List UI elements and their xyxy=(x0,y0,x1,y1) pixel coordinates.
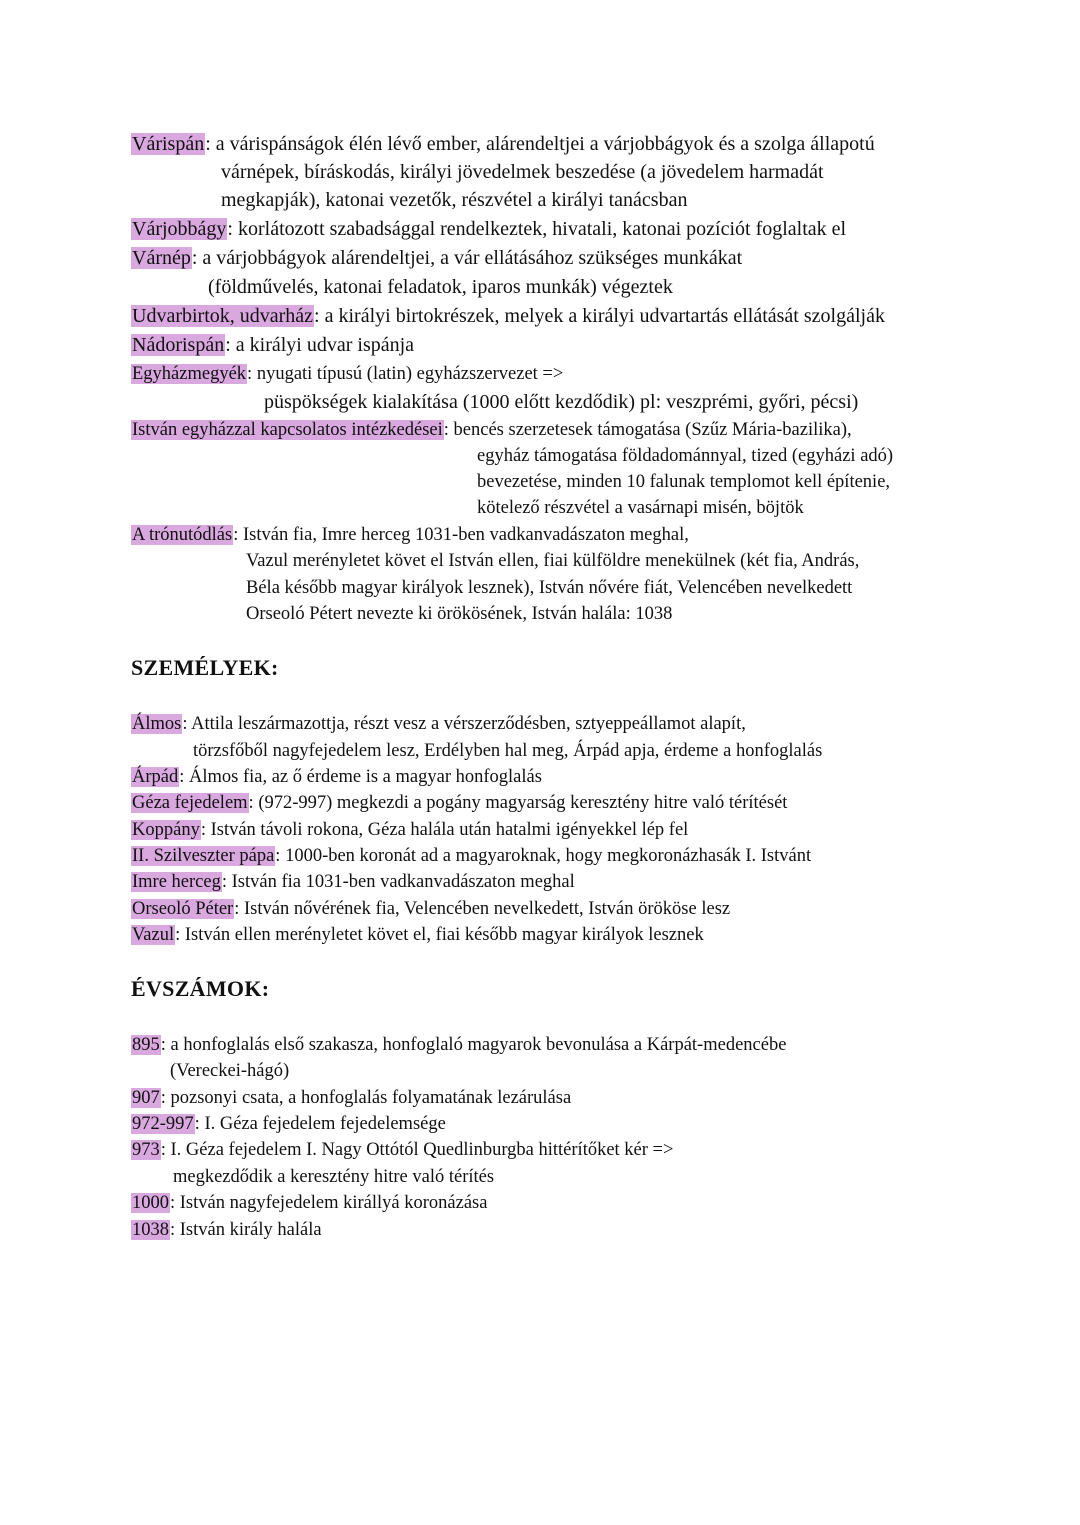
person-entry: Orseoló Péter: István nővérének fia, Velencében nevelkedett, István örököse lesz xyxy=(132,899,731,919)
person-entry: Imre herceg: István fia 1031-ben vadkanvadászaton meghal xyxy=(132,872,575,892)
person-entry: II. Szilveszter pápa: 1000-ben koronát ad a magyaroknak, hogy megkoronázhasák I. Istvánt xyxy=(132,846,812,866)
term-highlight: 907 xyxy=(132,1088,160,1108)
definition-entry: Várjobbágy: korlátozott szabadsággal rendelkeztek, hivatali, katonai pozíciót foglaltak el xyxy=(132,218,847,240)
date-text: I. Géza fejedelem I. Nagy Ottótól Quedlinburgba hittérítőket kér => xyxy=(170,1140,674,1160)
date-continuation: (Vereckei-hágó) xyxy=(170,1061,290,1081)
date-entry: 1000: István nagyfejedelem királlyá koronázása xyxy=(132,1193,488,1213)
definition-continuation: bevezetése, minden 10 falunak templomot kell építenie, xyxy=(477,472,891,492)
definition-entry: Nádorispán: a királyi udvar ispánja xyxy=(132,334,415,356)
term-highlight: 1038 xyxy=(132,1220,169,1240)
person-entry: Koppány: István távoli rokona, Géza halála után hatalmi igényekkel lép fel xyxy=(132,820,689,840)
term-highlight: 973 xyxy=(132,1140,160,1160)
term-highlight: II. Szilveszter pápa xyxy=(132,846,275,866)
definition-entry: István egyházzal kapcsolatos intézkedései: bencés szerzetesek támogatása (Szűz Mária-bazilika), xyxy=(132,420,852,440)
person-continuation: törzsfőből nagyfejedelem lesz, Erdélyben hal meg, Árpád apja, érdeme a honfoglalás xyxy=(193,741,823,761)
definition-text: a várispánságok élén lévő ember, alárendeltjei a várjobbágyok és a szolga állapotú xyxy=(215,133,875,155)
term-highlight: 972-997 xyxy=(132,1114,194,1134)
term-highlight: Várjobbágy xyxy=(132,218,227,240)
term-highlight: Várnép xyxy=(132,247,191,269)
date-text: I. Géza fejedelem fejedelemsége xyxy=(204,1114,446,1134)
date-text: pozsonyi csata, a honfoglalás folyamatának lezárulása xyxy=(170,1088,572,1108)
term-highlight: István egyházzal kapcsolatos intézkedései xyxy=(132,420,443,440)
definition-text: nyugati típusú (latin) egyházszervezet => xyxy=(256,364,564,384)
definition-continuation: egyház támogatása földadománnyal, tized (egyházi adó) xyxy=(477,446,894,466)
term-highlight: Nádorispán xyxy=(132,334,225,356)
definition-continuation: megkapják), katonai vezetők, részvétel a királyi tanácsban xyxy=(221,189,688,211)
term-highlight: A trónutódlás xyxy=(132,525,233,545)
definition-entry: Várispán: a várispánságok élén lévő ember, alárendeltjei a várjobbágyok és a szolga állapotú xyxy=(132,133,875,155)
person-entry: Géza fejedelem: (972-997) megkezdi a pogány magyarság keresztény hitre való térítését xyxy=(132,793,788,813)
date-entry: 973: I. Géza fejedelem I. Nagy Ottótól Quedlinburgba hittérítőket kér => xyxy=(132,1140,674,1160)
person-text: István fia 1031-ben vadkanvadászaton meghal xyxy=(231,872,575,892)
definition-entry: Udvarbirtok, udvarház: a királyi birtokrészek, melyek a királyi udvartartás ellátását szolgálják xyxy=(132,305,885,327)
person-text: István nővérének fia, Velencében nevelkedett, István örököse lesz xyxy=(243,899,731,919)
date-continuation: megkezdődik a keresztény hitre való térítés xyxy=(173,1167,495,1187)
definition-continuation: (földművelés, katonai feladatok, iparos munkák) végeztek xyxy=(208,276,673,298)
person-text: Álmos fia, az ő érdeme is a magyar honfoglalás xyxy=(189,767,542,787)
definition-entry: A trónutódlás: István fia, Imre herceg 1031-ben vadkanvadászaton meghal, xyxy=(132,525,689,545)
term-highlight: Imre herceg xyxy=(132,872,221,892)
definition-continuation: püspökségek kialakítása (1000 előtt kezdődik) pl: veszprémi, győri, pécsi) xyxy=(264,391,859,413)
date-entry: 972-997: I. Géza fejedelem fejedelemsége xyxy=(132,1114,446,1134)
section-heading-dates: ÉVSZÁMOK: xyxy=(131,976,270,1001)
definition-continuation: kötelező részvétel a vasárnapi misén, böjtök xyxy=(477,498,804,518)
person-text: (972-997) megkezdi a pogány magyarság keresztény hitre való térítését xyxy=(258,793,788,813)
term-highlight: 1000 xyxy=(132,1193,169,1213)
date-text: István nagyfejedelem királlyá koronázása xyxy=(179,1193,488,1213)
definition-text: a várjobbágyok alárendeltjei, a vár ellátásához szükséges munkákat xyxy=(202,247,743,269)
date-entry: 895: a honfoglalás első szakasza, honfoglaló magyarok bevonulása a Kárpát-medencébe xyxy=(132,1035,787,1055)
definition-text: korlátozott szabadsággal rendelkeztek, hivatali, katonai pozíciót foglaltak el xyxy=(237,218,847,240)
definition-text: a királyi birtokrészek, melyek a királyi udvartartás ellátását szolgálják xyxy=(324,305,885,327)
definition-continuation: Béla később magyar királyok lesznek), István nővére fiát, Velencében nevelkedett xyxy=(246,578,853,598)
definition-text: a királyi udvar ispánja xyxy=(235,334,415,356)
definition-entry: Egyházmegyék: nyugati típusú (latin) egyházszervezet => xyxy=(132,364,564,384)
section-heading-persons: SZEMÉLYEK: xyxy=(131,655,279,680)
term-highlight: Orseoló Péter xyxy=(132,899,234,919)
person-text: István ellen merényletet követ el, fiai később magyar királyok lesznek xyxy=(184,925,704,945)
definition-text: István fia, Imre herceg 1031-ben vadkanvadászaton meghal, xyxy=(242,525,689,545)
term-highlight: Udvarbirtok, udvarház xyxy=(132,305,314,327)
term-highlight: Vazul xyxy=(132,925,175,945)
term-highlight: 895 xyxy=(132,1035,160,1055)
term-highlight: Egyházmegyék xyxy=(132,364,247,384)
person-text: István távoli rokona, Géza halála után hatalmi igényekkel lép fel xyxy=(210,820,689,840)
term-highlight: Géza fejedelem xyxy=(132,793,248,813)
person-entry: Vazul: István ellen merényletet követ el, fiai később magyar királyok lesznek xyxy=(132,925,704,945)
person-text: 1000-ben koronát ad a magyaroknak, hogy megkoronázhasák I. Istvánt xyxy=(285,846,812,866)
definition-entry: Várnép: a várjobbágyok alárendeltjei, a vár ellátásához szükséges munkákat xyxy=(132,247,743,269)
term-highlight: Álmos xyxy=(132,714,182,734)
date-text: a honfoglalás első szakasza, honfoglaló magyarok bevonulása a Kárpát-medencébe xyxy=(170,1035,787,1055)
definition-continuation: Vazul merényletet követ el István ellen, fiai külföldre menekülnek (két fia, András, xyxy=(246,551,860,571)
term-highlight: Koppány xyxy=(132,820,200,840)
person-entry: Álmos: Attila leszármazottja, részt vesz a vérszerződésben, sztyeppeállamot alapít, xyxy=(132,714,746,734)
term-highlight: Várispán xyxy=(132,133,205,155)
person-text: Attila leszármazottja, részt vesz a vérszerződésben, sztyeppeállamot alapít, xyxy=(191,714,746,734)
date-entry: 907: pozsonyi csata, a honfoglalás folyamatának lezárulása xyxy=(132,1088,572,1108)
definition-continuation: Orseoló Pétert nevezte ki örökösének, István halála: 1038 xyxy=(246,604,673,624)
definition-continuation: várnépek, bíráskodás, királyi jövedelmek beszedése (a jövedelem harmadát xyxy=(221,161,824,183)
date-text: István király halála xyxy=(179,1220,322,1240)
date-entry: 1038: István király halála xyxy=(132,1220,322,1240)
definition-text: bencés szerzetesek támogatása (Szűz Mária-bazilika), xyxy=(453,420,852,440)
person-entry: Árpád: Álmos fia, az ő érdeme is a magyar honfoglalás xyxy=(132,767,542,787)
term-highlight: Árpád xyxy=(132,767,179,787)
